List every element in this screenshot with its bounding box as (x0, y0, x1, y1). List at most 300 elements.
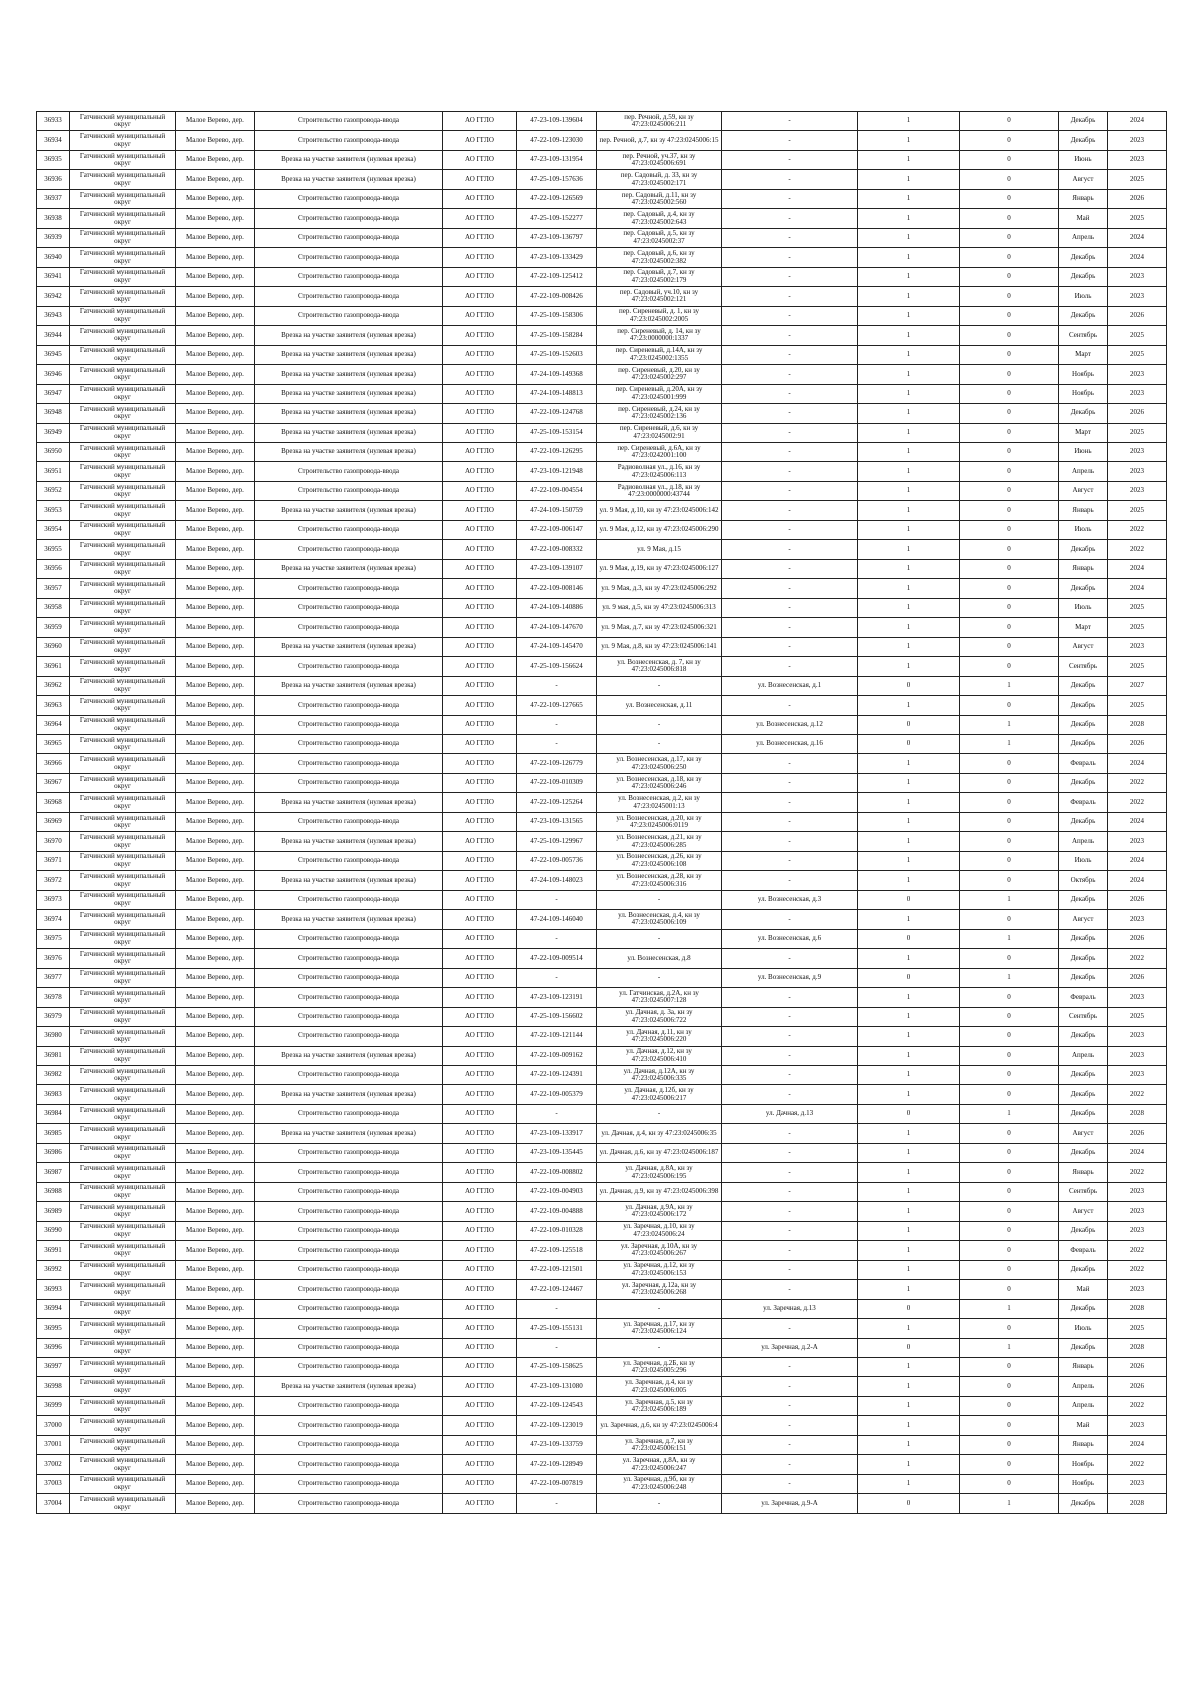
count-applied-cell: 1 (858, 754, 960, 773)
actual-address-cell: - (722, 404, 858, 423)
row-number-cell: 36955 (37, 540, 70, 559)
count-applied-cell: 1 (858, 793, 960, 812)
year-cell: 2026 (1108, 1377, 1167, 1396)
actual-address-cell: - (722, 1396, 858, 1415)
application-number-cell: 47-24-109-146040 (517, 910, 597, 929)
work-type-cell: Строительство газопровода-ввода (255, 1299, 443, 1318)
address-cell: - (597, 676, 722, 695)
count-applied-cell: 1 (858, 696, 960, 715)
settlement-cell: Малое Верево, дер. (176, 657, 255, 676)
count-planned-cell: 0 (960, 910, 1059, 929)
settlement-cell: Малое Верево, дер. (176, 1494, 255, 1513)
year-cell: 2025 (1108, 345, 1167, 364)
year-cell: 2023 (1108, 481, 1167, 500)
month-cell: Июль (1059, 287, 1108, 306)
address-cell: пер. Садовый, д.4, кн зу 47:23:0245002:643 (597, 209, 722, 228)
work-type-cell: Строительство газопровода-ввода (255, 1260, 443, 1279)
municipality-cell: Гатчинский муниципальный округ (70, 598, 176, 617)
application-number-cell: 47-25-109-158284 (517, 326, 597, 345)
actual-address-cell: - (722, 1202, 858, 1221)
organization-cell: АО ГГЛО (443, 812, 517, 831)
month-cell: Декабрь (1059, 131, 1108, 150)
organization-cell: АО ГГЛО (443, 929, 517, 948)
count-applied-cell: 1 (858, 812, 960, 831)
actual-address-cell: - (722, 248, 858, 267)
table-row (37, 1027, 1167, 1046)
row-number-cell: 36952 (37, 481, 70, 500)
actual-address-cell: - (722, 1143, 858, 1162)
table-row (37, 1241, 1167, 1260)
application-number-cell: 47-23-109-133759 (517, 1435, 597, 1454)
work-type-cell: Строительство газопровода-ввода (255, 462, 443, 481)
count-planned-cell: 0 (960, 404, 1059, 423)
work-type-cell: Строительство газопровода-ввода (255, 287, 443, 306)
settlement-cell: Малое Верево, дер. (176, 637, 255, 656)
work-type-cell: Строительство газопровода-ввода (255, 598, 443, 617)
address-cell: пер. Сиреневый, д. 14, кн зу 47:23:0000000:1337 (597, 326, 722, 345)
application-number-cell: 47-25-109-129967 (517, 832, 597, 851)
count-applied-cell: 1 (858, 384, 960, 403)
application-number-cell: 47-22-109-123030 (517, 131, 597, 150)
settlement-cell: Малое Верево, дер. (176, 1299, 255, 1318)
table-row (37, 404, 1167, 423)
work-type-cell: Строительство газопровода-ввода (255, 715, 443, 734)
table-row (37, 306, 1167, 325)
organization-cell: АО ГГЛО (443, 949, 517, 968)
work-type-cell: Строительство газопровода-ввода (255, 267, 443, 286)
month-cell: Октябрь (1059, 871, 1108, 890)
work-type-cell: Врезка на участке заявителя (нулевая врезка) (255, 793, 443, 812)
month-cell: Сентябрь (1059, 1182, 1108, 1201)
municipality-cell: Гатчинский муниципальный округ (70, 657, 176, 676)
actual-address-cell: - (722, 559, 858, 578)
count-applied-cell: 0 (858, 1338, 960, 1357)
settlement-cell: Малое Верево, дер. (176, 910, 255, 929)
row-number-cell: 36967 (37, 773, 70, 792)
settlement-cell: Малое Верево, дер. (176, 112, 255, 131)
year-cell: 2023 (1108, 1416, 1167, 1435)
actual-address-cell: - (722, 1007, 858, 1026)
municipality-cell: Гатчинский муниципальный округ (70, 1299, 176, 1318)
row-number-cell: 36937 (37, 189, 70, 208)
row-number-cell: 36940 (37, 248, 70, 267)
row-number-cell: 36951 (37, 462, 70, 481)
organization-cell: АО ГГЛО (443, 481, 517, 500)
table-row (37, 773, 1167, 792)
year-cell: 2023 (1108, 462, 1167, 481)
row-number-cell: 36996 (37, 1338, 70, 1357)
work-type-cell: Строительство газопровода-ввода (255, 1494, 443, 1513)
organization-cell: АО ГГЛО (443, 988, 517, 1007)
application-number-cell: 47-24-109-150759 (517, 501, 597, 520)
work-type-cell: Строительство газопровода-ввода (255, 1319, 443, 1338)
organization-cell: АО ГГЛО (443, 1358, 517, 1377)
month-cell: Декабрь (1059, 949, 1108, 968)
organization-cell: АО ГГЛО (443, 1007, 517, 1026)
actual-address-cell: - (722, 112, 858, 131)
month-cell: Июнь (1059, 150, 1108, 169)
count-planned-cell: 0 (960, 1085, 1059, 1104)
organization-cell: АО ГГЛО (443, 1065, 517, 1084)
actual-address-cell: - (722, 287, 858, 306)
month-cell: Февраль (1059, 793, 1108, 812)
application-number-cell: - (517, 1494, 597, 1513)
count-planned-cell: 0 (960, 1202, 1059, 1221)
actual-address-cell: - (722, 1241, 858, 1260)
month-cell: Апрель (1059, 462, 1108, 481)
application-number-cell: - (517, 890, 597, 909)
count-applied-cell: 1 (858, 657, 960, 676)
settlement-cell: Малое Верево, дер. (176, 228, 255, 247)
row-number-cell: 36939 (37, 228, 70, 247)
address-cell: ул. Вознесенская, д.2, кн зу 47:23:0245001:13 (597, 793, 722, 812)
table-row (37, 189, 1167, 208)
row-number-cell: 36943 (37, 306, 70, 325)
row-number-cell: 36959 (37, 618, 70, 637)
month-cell: Декабрь (1059, 1260, 1108, 1279)
address-cell: пер. Речной, уч.37, кн зу 47:23:0245006:691 (597, 150, 722, 169)
count-applied-cell: 0 (858, 1104, 960, 1123)
year-cell: 2027 (1108, 676, 1167, 695)
actual-address-cell: - (722, 949, 858, 968)
application-number-cell: 47-22-109-126569 (517, 189, 597, 208)
organization-cell: АО ГГЛО (443, 618, 517, 637)
organization-cell: АО ГГЛО (443, 1299, 517, 1318)
table-row (37, 248, 1167, 267)
row-number-cell: 36942 (37, 287, 70, 306)
organization-cell: АО ГГЛО (443, 735, 517, 754)
municipality-cell: Гатчинский муниципальный округ (70, 1338, 176, 1357)
year-cell: 2024 (1108, 559, 1167, 578)
count-applied-cell: 1 (858, 1182, 960, 1201)
municipality-cell: Гатчинский муниципальный округ (70, 988, 176, 1007)
application-number-cell: 47-22-109-005736 (517, 851, 597, 870)
address-cell: пер. Садовый, д. 33, кн зу 47:23:0245002:171 (597, 170, 722, 189)
row-number-cell: 36968 (37, 793, 70, 812)
table-row (37, 988, 1167, 1007)
row-number-cell: 36953 (37, 501, 70, 520)
settlement-cell: Малое Верево, дер. (176, 1435, 255, 1454)
application-number-cell: - (517, 1104, 597, 1123)
actual-address-cell: - (722, 871, 858, 890)
month-cell: Май (1059, 209, 1108, 228)
application-number-cell: 47-24-109-148813 (517, 384, 597, 403)
work-type-cell: Врезка на участке заявителя (нулевая врезка) (255, 1124, 443, 1143)
settlement-cell: Малое Верево, дер. (176, 1474, 255, 1493)
count-planned-cell: 0 (960, 228, 1059, 247)
count-applied-cell: 1 (858, 559, 960, 578)
organization-cell: АО ГГЛО (443, 1085, 517, 1104)
address-cell: ул. Заречная, д.4, кн зу 47:23:0245006:005 (597, 1377, 722, 1396)
address-cell: ул. Вознесенская, д.28, кн зу 47:23:0245006:316 (597, 871, 722, 890)
work-type-cell: Строительство газопровода-ввода (255, 1221, 443, 1240)
year-cell: 2022 (1108, 520, 1167, 539)
count-applied-cell: 0 (858, 1494, 960, 1513)
organization-cell: АО ГГЛО (443, 1046, 517, 1065)
row-number-cell: 36975 (37, 929, 70, 948)
count-applied-cell: 1 (858, 287, 960, 306)
count-planned-cell: 0 (960, 520, 1059, 539)
year-cell: 2023 (1108, 1280, 1167, 1299)
application-number-cell: - (517, 676, 597, 695)
table-row (37, 1104, 1167, 1123)
row-number-cell: 36985 (37, 1124, 70, 1143)
count-planned-cell: 0 (960, 1046, 1059, 1065)
year-cell: 2028 (1108, 1104, 1167, 1123)
count-planned-cell: 0 (960, 851, 1059, 870)
organization-cell: АО ГГЛО (443, 1455, 517, 1474)
application-number-cell: - (517, 929, 597, 948)
application-number-cell: 47-25-109-155131 (517, 1319, 597, 1338)
settlement-cell: Малое Верево, дер. (176, 267, 255, 286)
count-planned-cell: 0 (960, 1260, 1059, 1279)
count-applied-cell: 1 (858, 404, 960, 423)
year-cell: 2022 (1108, 540, 1167, 559)
application-number-cell: 47-23-109-133917 (517, 1124, 597, 1143)
row-number-cell: 36966 (37, 754, 70, 773)
month-cell: Июль (1059, 851, 1108, 870)
month-cell: Декабрь (1059, 696, 1108, 715)
municipality-cell: Гатчинский муниципальный округ (70, 326, 176, 345)
application-number-cell: 47-25-109-158306 (517, 306, 597, 325)
work-type-cell: Строительство газопровода-ввода (255, 131, 443, 150)
count-applied-cell: 1 (858, 598, 960, 617)
count-planned-cell: 0 (960, 598, 1059, 617)
application-number-cell: 47-23-109-123191 (517, 988, 597, 1007)
table-row (37, 754, 1167, 773)
count-applied-cell: 1 (858, 112, 960, 131)
organization-cell: АО ГГЛО (443, 579, 517, 598)
count-planned-cell: 0 (960, 1396, 1059, 1415)
work-type-cell: Строительство газопровода-ввода (255, 1280, 443, 1299)
count-planned-cell: 0 (960, 150, 1059, 169)
table-row (37, 559, 1167, 578)
row-number-cell: 36950 (37, 442, 70, 461)
row-number-cell: 36938 (37, 209, 70, 228)
settlement-cell: Малое Верево, дер. (176, 696, 255, 715)
count-planned-cell: 0 (960, 384, 1059, 403)
work-type-cell: Строительство газопровода-ввода (255, 112, 443, 131)
work-type-cell: Строительство газопровода-ввода (255, 209, 443, 228)
application-number-cell: - (517, 735, 597, 754)
actual-address-cell: - (722, 209, 858, 228)
table-row (37, 345, 1167, 364)
count-planned-cell: 0 (960, 267, 1059, 286)
year-cell: 2025 (1108, 326, 1167, 345)
count-applied-cell: 0 (858, 929, 960, 948)
table-row (37, 365, 1167, 384)
row-number-cell: 36944 (37, 326, 70, 345)
count-planned-cell: 1 (960, 968, 1059, 987)
count-applied-cell: 0 (858, 735, 960, 754)
organization-cell: АО ГГЛО (443, 209, 517, 228)
row-number-cell: 36965 (37, 735, 70, 754)
count-planned-cell: 0 (960, 793, 1059, 812)
application-number-cell: 47-22-109-128949 (517, 1455, 597, 1474)
year-cell: 2025 (1108, 170, 1167, 189)
work-type-cell: Строительство газопровода-ввода (255, 579, 443, 598)
address-cell: ул. Вознесенская, д.8 (597, 949, 722, 968)
actual-address-cell: - (722, 1435, 858, 1454)
count-planned-cell: 0 (960, 1241, 1059, 1260)
settlement-cell: Малое Верево, дер. (176, 423, 255, 442)
settlement-cell: Малое Верево, дер. (176, 442, 255, 461)
organization-cell: АО ГГЛО (443, 1319, 517, 1338)
table-row (37, 170, 1167, 189)
municipality-cell: Гатчинский муниципальный округ (70, 306, 176, 325)
row-number-cell: 36949 (37, 423, 70, 442)
address-cell: ул. Гатчинская, д.2А, кн зу 47:23:0245007:128 (597, 988, 722, 1007)
settlement-cell: Малое Верево, дер. (176, 481, 255, 500)
year-cell: 2023 (1108, 1474, 1167, 1493)
count-applied-cell: 0 (858, 890, 960, 909)
organization-cell: АО ГГЛО (443, 1143, 517, 1162)
actual-address-cell: - (722, 228, 858, 247)
table-row (37, 228, 1167, 247)
settlement-cell: Малое Верево, дер. (176, 1163, 255, 1182)
address-cell: ул. Заречная, д.12, кн зу 47:23:0245006:153 (597, 1260, 722, 1279)
actual-address-cell: ул. Вознесенская, д.1 (722, 676, 858, 695)
municipality-cell: Гатчинский муниципальный округ (70, 832, 176, 851)
actual-address-cell: - (722, 1085, 858, 1104)
settlement-cell: Малое Верево, дер. (176, 773, 255, 792)
actual-address-cell: - (722, 306, 858, 325)
count-planned-cell: 0 (960, 1416, 1059, 1435)
municipality-cell: Гатчинский муниципальный округ (70, 345, 176, 364)
actual-address-cell: - (722, 812, 858, 831)
year-cell: 2026 (1108, 929, 1167, 948)
month-cell: Январь (1059, 189, 1108, 208)
work-type-cell: Строительство газопровода-ввода (255, 1435, 443, 1454)
count-applied-cell: 1 (858, 501, 960, 520)
organization-cell: АО ГГЛО (443, 501, 517, 520)
work-type-cell: Строительство газопровода-ввода (255, 1358, 443, 1377)
count-applied-cell: 1 (858, 1280, 960, 1299)
organization-cell: АО ГГЛО (443, 267, 517, 286)
municipality-cell: Гатчинский муниципальный округ (70, 949, 176, 968)
month-cell: Ноябрь (1059, 1455, 1108, 1474)
address-cell: ул. 9 Мая, д.15 (597, 540, 722, 559)
table-row (37, 150, 1167, 169)
count-planned-cell: 0 (960, 988, 1059, 1007)
actual-address-cell: - (722, 540, 858, 559)
application-number-cell: 47-22-109-126779 (517, 754, 597, 773)
application-number-cell: 47-22-109-008146 (517, 579, 597, 598)
settlement-cell: Малое Верево, дер. (176, 189, 255, 208)
row-number-cell: 36935 (37, 150, 70, 169)
application-number-cell: 47-22-109-004554 (517, 481, 597, 500)
application-number-cell: 47-22-109-009514 (517, 949, 597, 968)
table-row (37, 442, 1167, 461)
count-planned-cell: 0 (960, 559, 1059, 578)
count-applied-cell: 1 (858, 1202, 960, 1221)
settlement-cell: Малое Верево, дер. (176, 1182, 255, 1201)
actual-address-cell: - (722, 170, 858, 189)
row-number-cell: 36945 (37, 345, 70, 364)
row-number-cell: 36934 (37, 131, 70, 150)
application-number-cell: 47-22-109-010309 (517, 773, 597, 792)
month-cell: Декабрь (1059, 1085, 1108, 1104)
table-row (37, 540, 1167, 559)
month-cell: Февраль (1059, 988, 1108, 1007)
application-number-cell: 47-22-109-007819 (517, 1474, 597, 1493)
municipality-cell: Гатчинский муниципальный округ (70, 1455, 176, 1474)
count-applied-cell: 1 (858, 1416, 960, 1435)
count-planned-cell: 0 (960, 1474, 1059, 1493)
address-cell: пер. Речной, д.59, кн зу 47:23:0245006:211 (597, 112, 722, 131)
actual-address-cell: ул. Вознесенская, д.12 (722, 715, 858, 734)
settlement-cell: Малое Верево, дер. (176, 1280, 255, 1299)
count-applied-cell: 1 (858, 1377, 960, 1396)
month-cell: Апрель (1059, 1396, 1108, 1415)
count-applied-cell: 1 (858, 1319, 960, 1338)
document-page (36, 111, 1166, 1514)
settlement-cell: Малое Верево, дер. (176, 170, 255, 189)
application-number-cell: 47-23-109-135445 (517, 1143, 597, 1162)
count-planned-cell: 0 (960, 618, 1059, 637)
address-cell: - (597, 1104, 722, 1123)
settlement-cell: Малое Верево, дер. (176, 131, 255, 150)
count-applied-cell: 1 (858, 618, 960, 637)
year-cell: 2024 (1108, 871, 1167, 890)
row-number-cell: 36997 (37, 1358, 70, 1377)
year-cell: 2022 (1108, 793, 1167, 812)
actual-address-cell: - (722, 1280, 858, 1299)
organization-cell: АО ГГЛО (443, 1104, 517, 1123)
actual-address-cell: - (722, 1474, 858, 1493)
month-cell: Август (1059, 637, 1108, 656)
row-number-cell: 36995 (37, 1319, 70, 1338)
application-number-cell: 47-22-109-124391 (517, 1065, 597, 1084)
table-row (37, 1065, 1167, 1084)
actual-address-cell: - (722, 579, 858, 598)
organization-cell: АО ГГЛО (443, 365, 517, 384)
settlement-cell: Малое Верево, дер. (176, 949, 255, 968)
actual-address-cell: - (722, 501, 858, 520)
work-type-cell: Врезка на участке заявителя (нулевая врезка) (255, 871, 443, 890)
count-applied-cell: 1 (858, 150, 960, 169)
year-cell: 2025 (1108, 657, 1167, 676)
settlement-cell: Малое Верево, дер. (176, 1202, 255, 1221)
count-planned-cell: 0 (960, 1280, 1059, 1299)
count-planned-cell: 0 (960, 501, 1059, 520)
work-type-cell: Строительство газопровода-ввода (255, 754, 443, 773)
work-type-cell: Врезка на участке заявителя (нулевая врезка) (255, 1085, 443, 1104)
settlement-cell: Малое Верево, дер. (176, 1046, 255, 1065)
settlement-cell: Малое Верево, дер. (176, 1065, 255, 1084)
work-type-cell: Строительство газопровода-ввода (255, 618, 443, 637)
count-planned-cell: 0 (960, 871, 1059, 890)
application-number-cell: 47-23-109-136797 (517, 228, 597, 247)
count-planned-cell: 0 (960, 754, 1059, 773)
settlement-cell: Малое Верево, дер. (176, 1124, 255, 1143)
actual-address-cell: - (722, 1182, 858, 1201)
year-cell: 2025 (1108, 618, 1167, 637)
actual-address-cell: - (722, 1260, 858, 1279)
count-applied-cell: 1 (858, 228, 960, 247)
count-applied-cell: 1 (858, 248, 960, 267)
organization-cell: АО ГГЛО (443, 112, 517, 131)
year-cell: 2024 (1108, 228, 1167, 247)
organization-cell: АО ГГЛО (443, 696, 517, 715)
work-type-cell: Строительство газопровода-ввода (255, 248, 443, 267)
count-applied-cell: 1 (858, 1474, 960, 1493)
municipality-cell: Гатчинский муниципальный округ (70, 1124, 176, 1143)
year-cell: 2023 (1108, 832, 1167, 851)
municipality-cell: Гатчинский муниципальный округ (70, 1007, 176, 1026)
application-number-cell: 47-23-109-121948 (517, 462, 597, 481)
actual-address-cell: ул. Вознесенская, д.3 (722, 890, 858, 909)
